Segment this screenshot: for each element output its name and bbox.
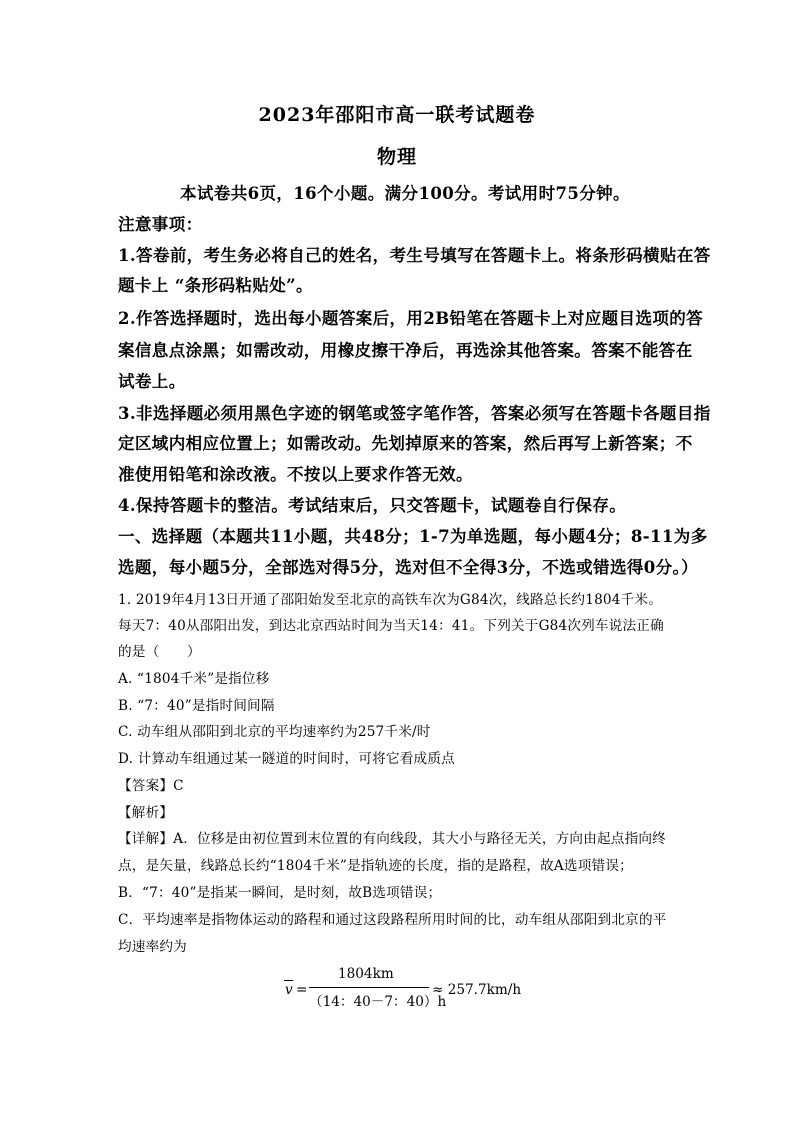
notice-line: 准使用铅笔和涂改液。不按以上要求作答无效。 — [118, 465, 473, 484]
subject-title: 物理 — [376, 146, 417, 168]
analysis-label: 【解析】 — [118, 805, 174, 821]
notice-line: 题卡上 “条形码粘贴处”。 — [118, 276, 313, 295]
average-speed-formula — [0, 962, 794, 1012]
option-a: A. “1804千米”是指位移 — [118, 671, 270, 687]
formula-symbol: v — [285, 982, 293, 998]
option-c: C. 动车组从邵阳到北京的平均速率约为257千米/时 — [118, 724, 431, 740]
notice-line: 3.非选择题必须用黑色字迹的钢笔或签字笔作答，答案必须写在答题卡各题目指 — [118, 404, 711, 423]
section-heading: 一、选择题（本题共11小题，共48分；1-7为单选题，每小题4分；8-11为多 — [118, 527, 708, 546]
detail-line: 【详解】A．位移是由初位置到末位置的有向线段，其大小与路径无关，方向由起点指向终 — [118, 831, 666, 847]
notice-line: 案信息点涂黑；如需改动，用橡皮擦干净后，再选涂其他答案。答案不能答在 — [118, 341, 693, 360]
question-stem: 每天7：40从邵阳出发，到达北京西站时间为当天14：41。下列关于G84次列车说法正确 — [118, 618, 664, 634]
detail-line: B．“7：40”是指某一瞬间，是时刻，故B选项错误； — [118, 885, 442, 901]
notice-line: 4.保持答题卡的整洁。考试结束后，只交答题卡，试题卷自行保存。 — [118, 496, 627, 515]
formula-numerator: 1804km — [338, 966, 394, 982]
question-stem: 1. 2019年4月13日开通了邵阳始发至北京的高铁车次为G84次，线路总长约1804千米。 — [118, 592, 663, 608]
answer-label: 【答案】C — [118, 778, 184, 794]
overbar — [284, 980, 293, 981]
exam-title: 2023年邵阳市高一联考试题卷 — [258, 104, 536, 126]
formula-denominator: （14：40－7：40）h — [309, 994, 447, 1010]
exam-info: 本试卷共6页，16个小题。满分100分。考试用时75分钟。 — [180, 184, 630, 203]
notice-line: 1.答卷前，考生务必将自己的姓名，考生号填写在答题卡上。将条形码横贴在答 — [118, 246, 711, 265]
detail-line: C．平均速率是指物体运动的路程和通过这段路程所用时间的比，动车组从邵阳到北京的平 — [118, 912, 667, 928]
notice-line: 定区域内相应位置上；如需改动。先划掉原来的答案，然后再写上新答案；不 — [118, 434, 693, 453]
notice-heading: 注意事项： — [118, 215, 203, 234]
fraction-bar — [309, 987, 429, 988]
notice-line: 2.作答选择题时，选出每小题答案后，用2B铅笔在答题卡上对应题目选项的答 — [118, 309, 704, 328]
option-b: B. “7：40”是指时间间隔 — [118, 698, 275, 714]
option-d: D. 计算动车组通过某一隧道的时间时，可将它看成质点 — [118, 751, 455, 767]
section-heading: 选题，每小题5分，全部选对得5分，选对但不全得3分，不选或错选得0分。） — [118, 558, 699, 577]
detail-line: 点，是矢量，线路总长约“1804千米”是指轨迹的长度，指的是路程，故A选项错误； — [118, 858, 633, 874]
notice-line: 试卷上。 — [118, 372, 186, 391]
formula-result: ≈ 257.7km/h — [432, 982, 522, 998]
question-stem: 的是（ ） — [118, 644, 201, 660]
formula-equals: = — [296, 982, 308, 998]
detail-line: 均速率约为 — [118, 939, 187, 955]
